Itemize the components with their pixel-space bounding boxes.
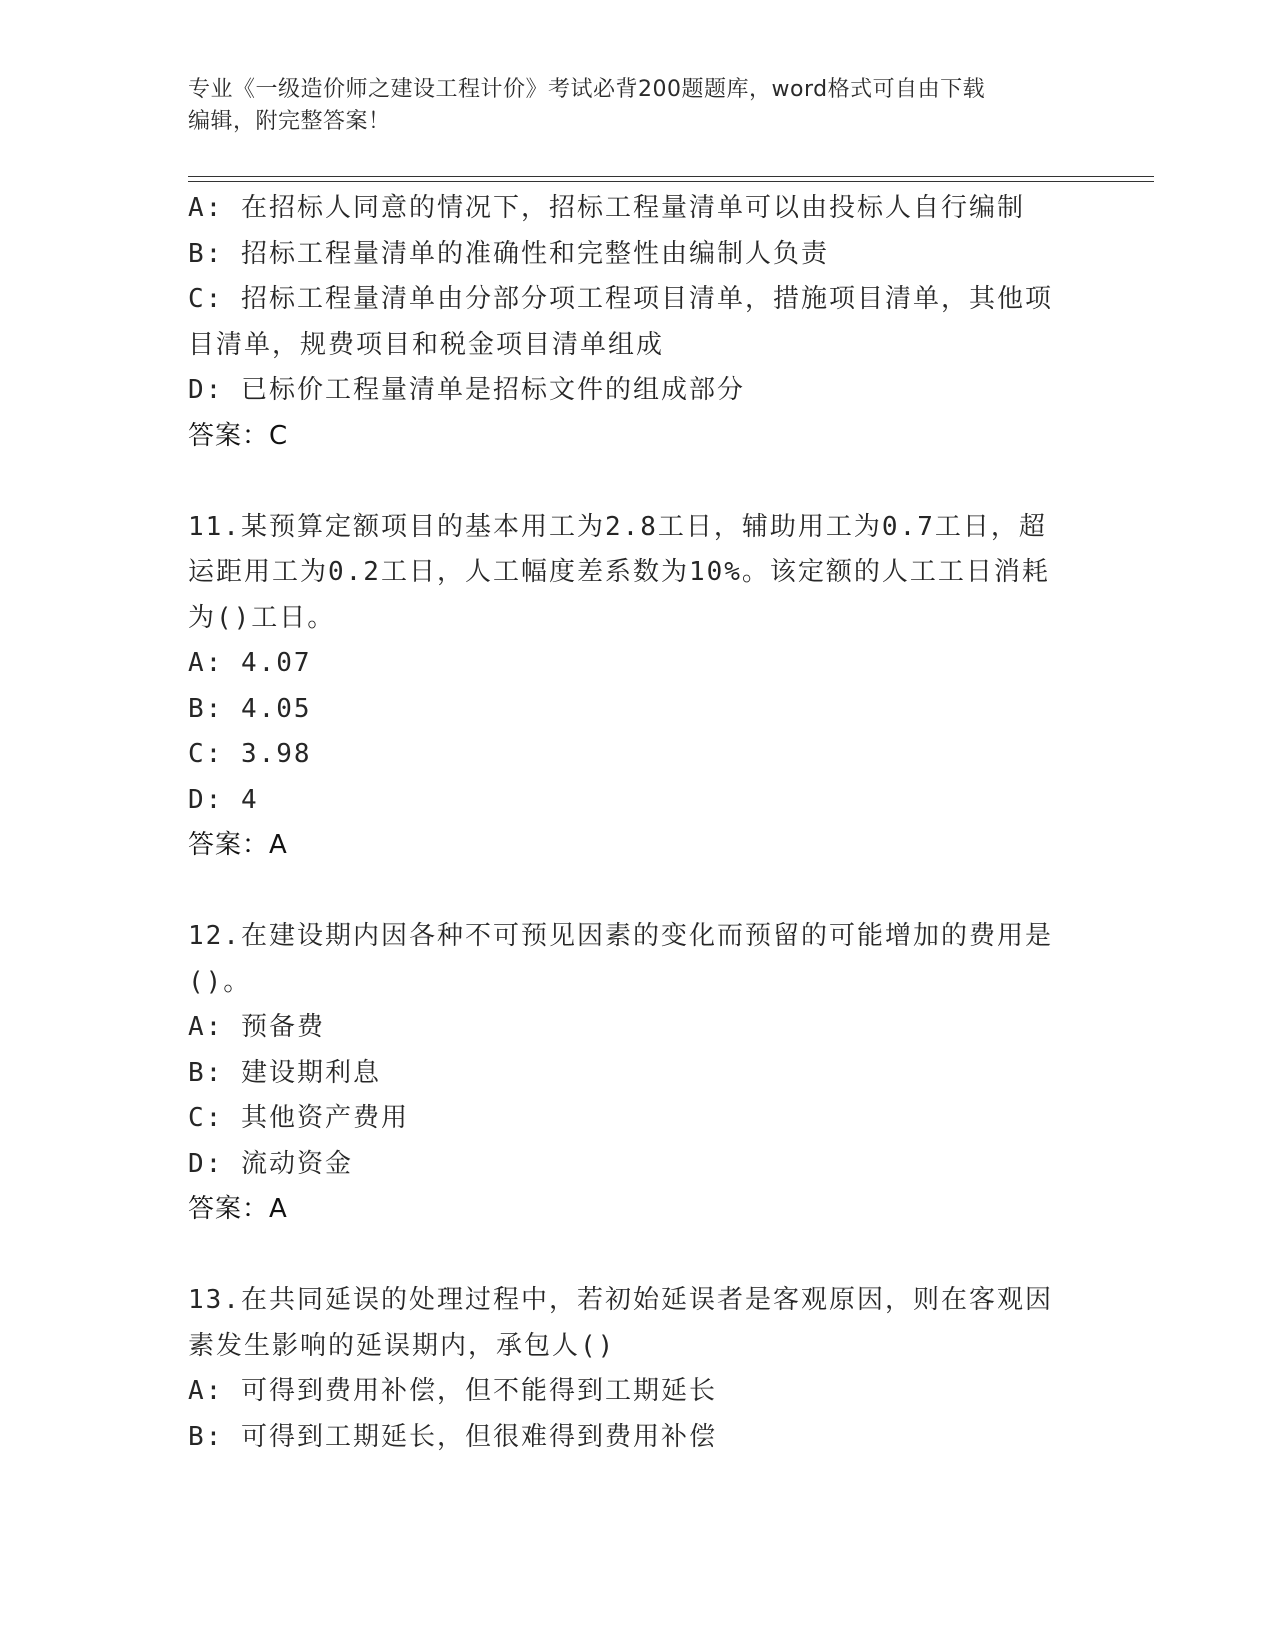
option-d: D: 已标价工程量清单是招标文件的组成部分 [188,375,745,405]
document-header [188,74,1088,138]
option-c: C: 招标工程量清单由分部分项工程项目清单，措施项目清单，其他项 [188,284,1053,314]
question-10 [188,186,1088,459]
answer: 答案：A [188,1194,288,1224]
question-11 [188,505,1088,869]
option-b: B: 招标工程量清单的准确性和完整性由编制人负责 [188,238,829,269]
question-stem: 运距用工为0.2工日，人工幅度差系数为10%。该定额的人工工日消耗 [188,557,1050,587]
option-a: A: 4.07 [188,648,312,678]
question-stem: ()。 [188,966,252,997]
option-c: C: 其他资产费用 [188,1103,409,1133]
option-a: A: 预备费 [188,1012,325,1042]
option-d: D: 流动资金 [188,1148,353,1179]
answer: 答案：A [188,830,288,860]
spacer [188,1233,1088,1279]
question-stem: 12.在建设期内因各种不可预见因素的变化而预留的可能增加的费用是 [188,921,1053,951]
spacer [188,459,1088,505]
spacer [188,869,1088,915]
header-line-2: 编辑，附完整答案！ [188,109,391,134]
answer: 答案：C [188,420,289,451]
question-stem: 为()工日。 [188,602,336,633]
question-stem: 11.某预算定额项目的基本用工为2.8工日，辅助用工为0.7工日，超 [188,511,1047,542]
option-a: A: 在招标人同意的情况下，招标工程量清单可以由投标人自行编制 [188,193,1025,223]
option-a: A: 可得到费用补偿，但不能得到工期延长 [188,1376,717,1406]
question-content [188,186,1088,1460]
question-stem: 13.在共同延误的处理过程中，若初始延误者是客观原因，则在客观因 [188,1285,1053,1315]
question-stem: 素发生影响的延误期内，承包人() [188,1330,616,1361]
header-divider-top [188,176,1154,177]
option-d: D: 4 [188,784,259,815]
option-b: B: 建设期利息 [188,1057,381,1088]
option-c-continued: 目清单，规费项目和税金项目清单组成 [188,329,665,360]
option-b: B: 4.05 [188,693,312,724]
header-line-1: 专业《一级造价师之建设工程计价》考试必背200题题库，word格式可自由下载 [188,77,986,102]
header-divider-bottom [188,181,1154,182]
question-12 [188,914,1088,1233]
option-c: C: 3.98 [188,739,312,769]
option-b: B: 可得到工期延长，但很难得到费用补偿 [188,1421,717,1452]
question-13 [188,1278,1088,1460]
